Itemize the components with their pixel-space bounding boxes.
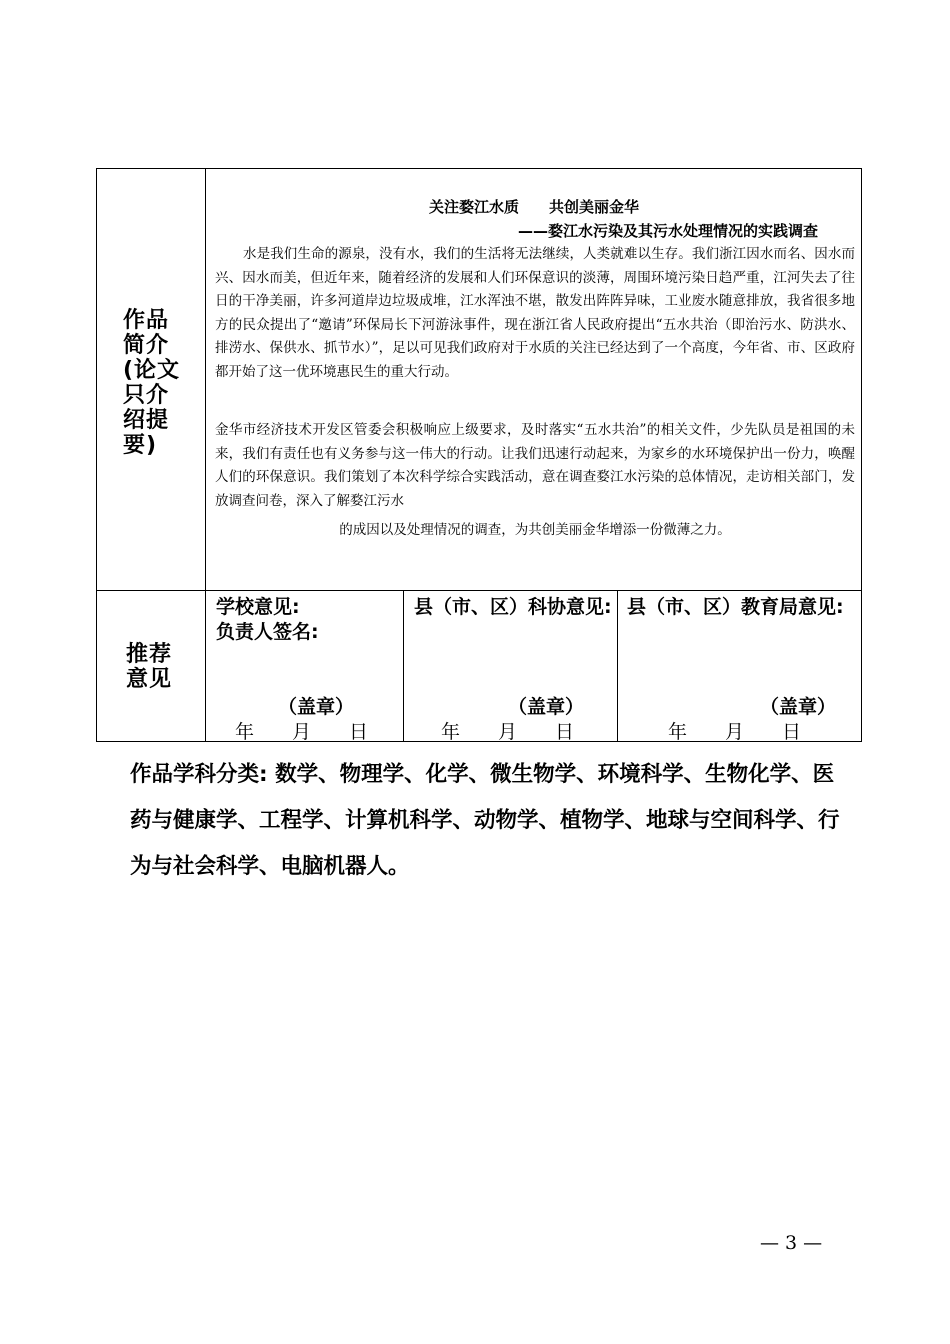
column-divider: [205, 168, 206, 742]
essay-paragraph-1: 水是我们生命的源泉，没有水，我们的生活将无法继续，人类就难以生存。我们浙江因水而名、因水而兴、因水而美，但近年来，随着经济的发展和人们环保意识的淡薄，周围环境污染日趋严重，江河失去了往日的干净美丽，许多河道岸边垃圾成堆，江水浑浊不堪，散发出阵阵异味，工业废水随意排放，我省很多地方的民众提出了“邀请”环保局长下河游泳事件，现在浙江省人民政府提出“五水共治（即治污水、防洪水、排涝水、保供水、抓节水）”，足以可见我们政府对于水质的关注已经达到了一个高度，今年省、市、区政府都开始了这一优环境惠民生的重大行动。: [215, 246, 855, 380]
cell-divider-2: [617, 590, 618, 742]
row-divider: [96, 590, 862, 591]
school-opinion-label: 学校意见:: [216, 596, 300, 618]
school-date: 年 月 日: [235, 721, 369, 743]
essay-paragraph-3: 的成因以及处理情况的调查，为共创美丽金华增添一份微薄之力。: [339, 522, 731, 538]
edu-seal: （盖章）: [760, 696, 837, 718]
essay-paragraph-2: 金华市经济技术开发区管委会积极响应上级要求，及时落实“五水共治”的相关文件，少先队员是祖国的未来，我们有责任也有义务参与这一伟大的行动。让我们迅速行动起来，为家乡的水环境保护出一份力，唤醒人们的环保意识。我们策划了本次科学综合实践活动，意在调查婺江水污染的总体情况，走访相关部门，发放调查问卷，深入了解婺江污水: [215, 422, 855, 509]
county-edu-opinion-label: 县（市、区）教育局意见:: [627, 596, 844, 618]
assoc-seal: （盖章）: [508, 696, 585, 718]
recommend-row-label: 推荐意见: [126, 642, 173, 692]
cell-divider-1: [403, 590, 404, 742]
county-assoc-opinion-label: 县（市、区）科协意见:: [414, 596, 612, 618]
subject-classification: 作品学科分类: 数学、物理学、化学、微生物学、环境科学、生物化学、医药与健康学、工程学、计算机科学、动物学、植物学、地球与空间科学、行为与社会科学、电脑机器人。: [130, 762, 840, 879]
school-seal: （盖章）: [278, 696, 355, 718]
signer-label: 负责人签名:: [216, 621, 319, 643]
assoc-date: 年 月 日: [441, 721, 575, 743]
essay-title: 关注婺江水质 共创美丽金华: [428, 198, 639, 216]
intro-row-label: 作品简介(论文只介绍提要): [123, 308, 181, 458]
edu-date: 年 月 日: [668, 721, 802, 743]
page-number: — 3 —: [760, 1232, 823, 1254]
essay-subtitle: ——婺江水污染及其污水处理情况的实践调查: [517, 222, 818, 240]
